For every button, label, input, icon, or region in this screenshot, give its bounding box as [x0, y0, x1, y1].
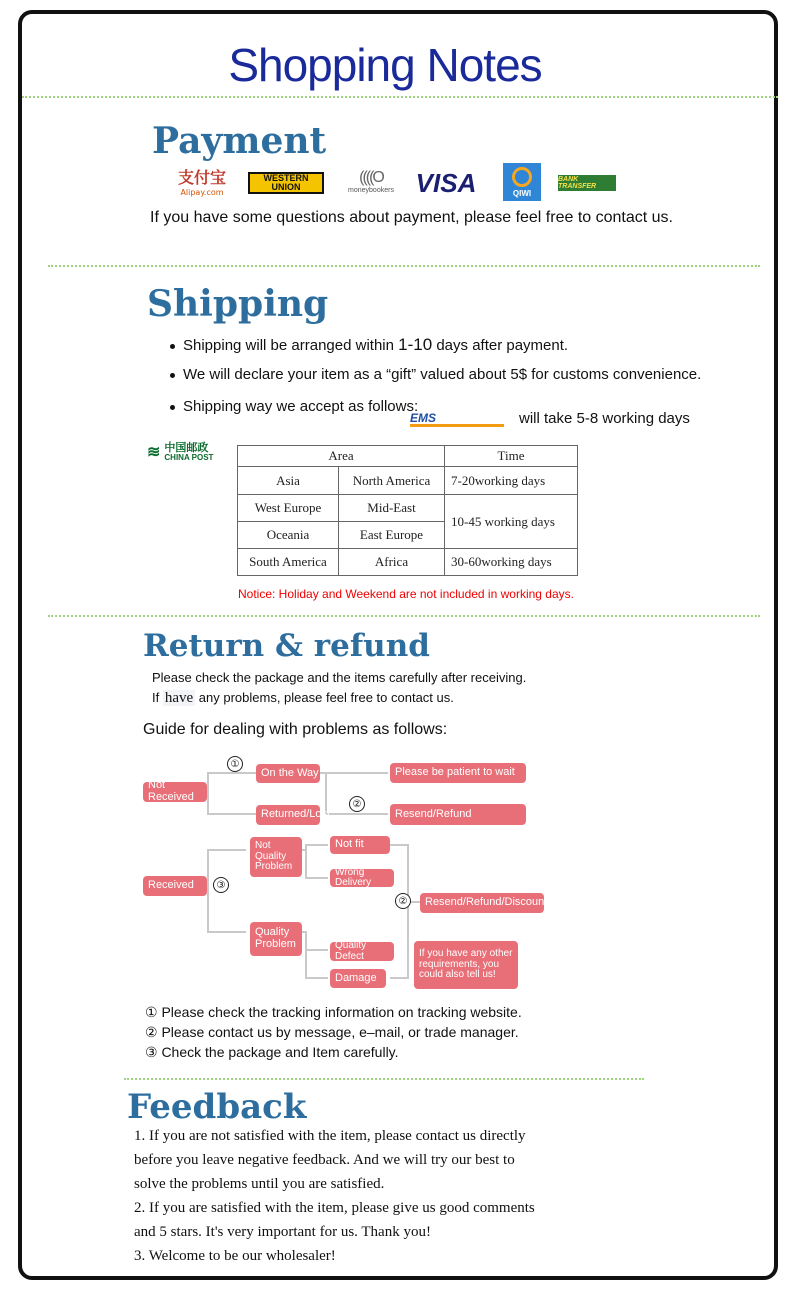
flow-quality-defect: Quality Defect	[330, 942, 394, 961]
china-post-logo	[147, 442, 231, 462]
table-cell: East Europe	[339, 522, 445, 549]
feedback-line: before you leave negative feedback. And we will try our best to	[134, 1152, 515, 1168]
refund-heading: Return & refund	[143, 628, 430, 664]
flow-not-quality: Not Quality Problem	[250, 837, 302, 877]
alipay-logo-sub: Alipay.com	[180, 188, 224, 197]
shipping-bullet-1-post: days after payment.	[432, 337, 569, 354]
bullet-dot	[170, 373, 175, 378]
alipay-logo-text: 支付宝	[177, 168, 226, 187]
flow-not-received: Not Received	[143, 782, 207, 802]
step-1-marker: ①	[227, 756, 243, 772]
table-cell: Mid-East	[339, 495, 445, 522]
flow-resend-refund: Resend/Refund	[390, 804, 526, 825]
flow-not-fit: Not fit	[330, 836, 390, 854]
table-row	[238, 549, 578, 576]
table-cell: 30-60working days	[445, 549, 578, 576]
shipping-bullet-1-pre: Shipping will be arranged within	[183, 337, 399, 354]
flow-be-patient: Please be patient to wait	[390, 763, 526, 783]
step-2-marker: ②	[395, 893, 411, 909]
feedback-line: 1. If you are not satisfied with the item, please contact us directly	[134, 1128, 526, 1144]
qiwi-logo-text: QIWI	[512, 188, 532, 198]
alipay-logo	[172, 166, 232, 196]
shipping-table	[237, 445, 578, 576]
flow-on-the-way: On the Way	[256, 764, 320, 783]
visa-logo: VISA	[415, 167, 477, 198]
feedback-line: 2. If you are satisfied with the item, please give us good comments	[134, 1200, 535, 1216]
ems-time: will take 5-8 working days	[519, 410, 690, 427]
table-cell: Africa	[339, 549, 445, 576]
table-cell: 10-45 working days	[445, 495, 578, 549]
flow-other-requirements: If you have any other requirements, you could also tell us!	[414, 941, 518, 989]
flow-damage: Damage	[330, 969, 386, 988]
table-cell: West Europe	[238, 495, 339, 522]
shipping-bullet-3-text: Shipping way we accept as follows:	[183, 398, 419, 415]
refund-line-1: Please check the package and the items carefully after receiving.	[152, 670, 527, 685]
moneybookers-icon: ((((O	[359, 168, 383, 186]
moneybookers-logo-text: moneybookers	[348, 186, 394, 194]
shipping-bullet-1	[170, 335, 568, 355]
shipping-days: 1-10	[398, 335, 433, 354]
refund-line-2-post: any problems, please feel free to contact us.	[195, 690, 454, 705]
flow-quality-problem: Quality Problem	[250, 922, 302, 956]
step-3-marker: ③	[213, 877, 229, 893]
divider	[22, 96, 778, 98]
shipping-bullet-3	[170, 398, 418, 415]
flow-wrong-delivery: Wrong Delivery	[330, 869, 394, 887]
legend-item-1: ① Please check the tracking information on tracking website.	[145, 1004, 522, 1020]
bullet-dot	[170, 344, 175, 349]
flow-resend-refund-discount: Resend/Refund/Discount	[420, 893, 544, 913]
table-cell: South America	[238, 549, 339, 576]
qiwi-icon	[512, 167, 532, 187]
table-cell: Oceania	[238, 522, 339, 549]
payment-heading: Payment	[152, 120, 327, 162]
page-title: Shopping Notes	[228, 39, 542, 91]
table-cell: Asia	[238, 467, 339, 495]
refund-line-2	[152, 690, 454, 707]
flow-returned-lost: Returned/Lost	[256, 805, 320, 825]
moneybookers-logo	[344, 166, 398, 196]
shipping-bullet-2	[170, 366, 701, 383]
shipping-bullet-2-text: We will declare your item as a “gift” valued about 5$ for customs convenience.	[183, 366, 702, 383]
divider	[124, 1078, 644, 1080]
payment-note: If you have some questions about payment, please feel free to contact us.	[150, 209, 673, 226]
ems-logo-text: EMS	[410, 410, 437, 425]
feedback-line: 3. Welcome to be our wholesaler!	[134, 1248, 336, 1264]
shipping-notice: Notice: Holiday and Weekend are not included in working days.	[238, 587, 574, 601]
refund-line-2-have: have	[164, 690, 194, 706]
table-cell: 7-20working days	[445, 467, 578, 495]
table-header-time: Time	[445, 446, 578, 467]
ems-logo	[410, 411, 504, 427]
flow-received: Received	[143, 876, 207, 896]
step-2-marker: ②	[349, 796, 365, 812]
legend-item-2: ② Please contact us by message, e–mail, or trade manager.	[145, 1024, 519, 1040]
table-cell: North America	[339, 467, 445, 495]
bullet-dot	[170, 405, 175, 410]
china-post-logo-text: 中国邮政	[164, 441, 209, 454]
qiwi-logo	[503, 163, 541, 201]
feedback-line: and 5 stars. It's very important for us. Thank you!	[134, 1224, 431, 1240]
bank-transfer-logo: BANK TRANSFER	[558, 175, 616, 191]
table-row	[238, 495, 578, 522]
divider	[48, 615, 760, 617]
legend-item-3: ③ Check the package and Item carefully.	[145, 1044, 399, 1060]
divider	[48, 265, 760, 267]
feedback-heading: Feedback	[127, 1087, 307, 1127]
table-header-area: Area	[238, 446, 445, 467]
western-union-logo: WESTERN UNION	[248, 172, 324, 194]
refund-guide: Guide for dealing with problems as follows:	[143, 721, 448, 738]
feedback-line: solve the problems until you are satisfied.	[134, 1176, 385, 1192]
shipping-heading: Shipping	[147, 283, 329, 325]
china-post-logo-sub: CHINA POST	[164, 452, 214, 462]
refund-line-2-pre: If	[152, 690, 163, 705]
table-row	[238, 467, 578, 495]
china-post-icon: ≋	[147, 444, 161, 461]
